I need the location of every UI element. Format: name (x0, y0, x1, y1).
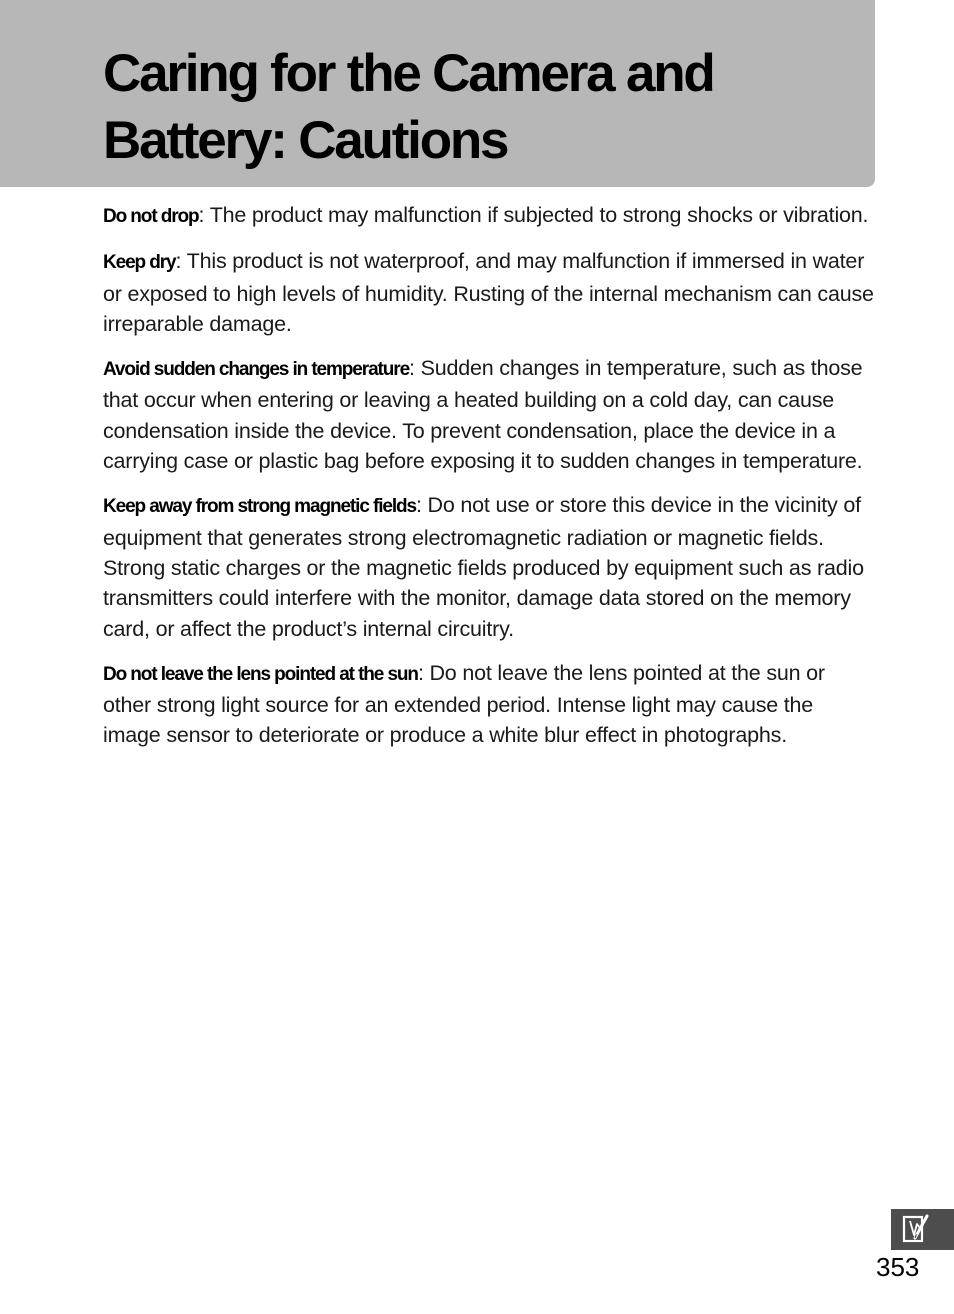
caution-item (103, 200, 875, 232)
caution-term: Do not drop (103, 206, 199, 227)
caution-item (103, 246, 875, 339)
caution-term: Avoid sudden changes in temperature (103, 359, 410, 381)
caution-item (103, 490, 875, 643)
caution-item (103, 658, 875, 751)
section-tab[interactable] (891, 1209, 954, 1250)
caution-text: : Sudden changes in temperature, such as those that occur when entering or leaving a heated building on a cold day, can cause condensation inside the device. To prevent condensation, place the device in a carrying case or plastic bag before exposing it to sudden changes in temperature. (103, 356, 863, 474)
caution-term: Do not leave the lens pointed at the sun (103, 663, 418, 685)
notepad-pencil-icon (901, 1214, 931, 1244)
caution-text: : Do not leave the lens pointed at the sun or other strong light source for an extended period. Intense light may cause the image sensor to deteriorate or produce a white blur effect in photographs. (103, 660, 825, 748)
caution-term: Keep away from strong magnetic fields (103, 496, 416, 518)
caution-text: : The product may malfunction if subjected to strong shocks or vibration. (198, 203, 869, 227)
caution-item (103, 353, 875, 476)
page-number: 353 (876, 1252, 920, 1282)
page-title: Caring for the Camera and Battery: Cautions (103, 44, 714, 170)
caution-text: : Do not use or store this device in the vicinity of equipment that generates strong electromagnetic radiation or magnetic fields. Strong static charges or the magnetic fields produced by equipment such as radio transmitters could interfere with the monitor, damage data stored on the memory card, or affect the product’s internal circuitry. (103, 493, 864, 641)
caution-term: Keep dry (103, 252, 176, 274)
caution-text: : This product is not waterproof, and may malfunction if immersed in water or exposed to high levels of humidity. Rusting of the internal mechanism can cause irreparable damage. (103, 249, 874, 336)
cautions-list (103, 200, 875, 765)
